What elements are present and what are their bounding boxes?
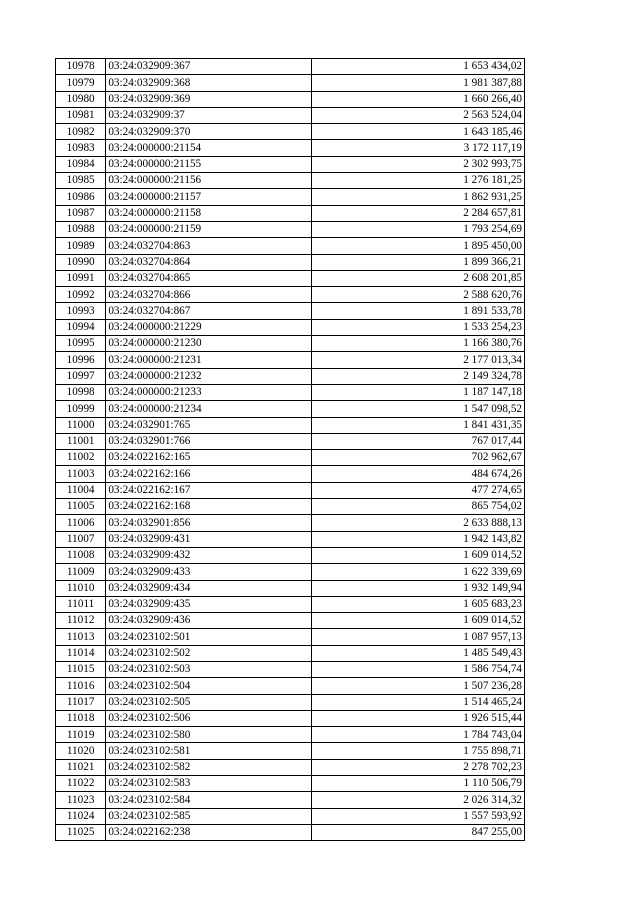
cadastral-value-cell: 1 891 533,78 (311, 303, 524, 319)
cadastral-value-cell: 2 302 993,75 (311, 156, 524, 172)
cadastral-number-cell: 03:24:000000:21234 (106, 401, 311, 417)
row-number-cell: 11007 (56, 531, 106, 547)
row-number-cell: 10987 (56, 205, 106, 221)
cadastral-number-cell: 03:24:032704:867 (106, 303, 311, 319)
cadastral-value-cell: 847 255,00 (311, 824, 524, 840)
row-number-cell: 10989 (56, 238, 106, 254)
cadastral-value-cell: 1 110 506,79 (311, 776, 524, 792)
table-row (56, 776, 525, 792)
cadastral-value-cell: 1 981 387,88 (311, 75, 524, 91)
row-number-cell: 11004 (56, 482, 106, 498)
table-row (56, 515, 525, 531)
table-row (56, 629, 525, 645)
table-row (56, 792, 525, 808)
cadastral-number-cell: 03:24:022162:165 (106, 450, 311, 466)
cadastral-number-cell: 03:24:032909:432 (106, 547, 311, 563)
cadastral-value-cell: 1 547 098,52 (311, 401, 524, 417)
table-row (56, 824, 525, 840)
cadastral-value-cell: 767 017,44 (311, 433, 524, 449)
row-number-cell: 11025 (56, 824, 106, 840)
table-row (56, 173, 525, 189)
cadastral-number-cell: 03:24:000000:21159 (106, 221, 311, 237)
cadastral-number-cell: 03:24:032901:856 (106, 515, 311, 531)
cadastral-number-cell: 03:24:000000:21157 (106, 189, 311, 205)
row-number-cell: 10979 (56, 75, 106, 91)
cadastral-number-cell: 03:24:023102:501 (106, 629, 311, 645)
cadastral-number-cell: 03:24:023102:504 (106, 678, 311, 694)
table-row (56, 661, 525, 677)
cadastral-number-cell: 03:24:023102:503 (106, 661, 311, 677)
table-row (56, 59, 525, 75)
table-row (56, 270, 525, 286)
cadastral-value-cell: 1 899 366,21 (311, 254, 524, 270)
cadastral-value-cell: 1 784 743,04 (311, 727, 524, 743)
cadastral-value-cell: 1 276 181,25 (311, 173, 524, 189)
row-number-cell: 10978 (56, 59, 106, 75)
table-row (56, 107, 525, 123)
table-row (56, 336, 525, 352)
cadastral-value-cell: 1 485 549,43 (311, 645, 524, 661)
cadastral-number-cell: 03:24:023102:583 (106, 776, 311, 792)
cadastral-value-cell: 1 514 465,24 (311, 694, 524, 710)
row-number-cell: 11019 (56, 727, 106, 743)
row-number-cell: 11015 (56, 661, 106, 677)
cadastral-value-cell: 1 586 754,74 (311, 661, 524, 677)
table-row (56, 368, 525, 384)
row-number-cell: 10990 (56, 254, 106, 270)
cadastral-value-cell: 1 187 147,18 (311, 384, 524, 400)
cadastral-number-cell: 03:24:032909:436 (106, 613, 311, 629)
cadastral-value-cell: 1 653 434,02 (311, 59, 524, 75)
row-number-cell: 11000 (56, 417, 106, 433)
cadastral-value-cell: 2 608 201,85 (311, 270, 524, 286)
cadastral-number-cell: 03:24:032909:433 (106, 564, 311, 580)
cadastral-number-cell: 03:24:000000:21233 (106, 384, 311, 400)
row-number-cell: 11012 (56, 613, 106, 629)
table-row (56, 156, 525, 172)
row-number-cell: 10982 (56, 124, 106, 140)
row-number-cell: 11024 (56, 808, 106, 824)
cadastral-number-cell: 03:24:032909:369 (106, 91, 311, 107)
cadastral-value-table (55, 58, 525, 841)
row-number-cell: 11005 (56, 499, 106, 515)
table-row (56, 205, 525, 221)
cadastral-value-cell: 2 563 524,04 (311, 107, 524, 123)
table-row (56, 613, 525, 629)
row-number-cell: 11010 (56, 580, 106, 596)
row-number-cell: 10991 (56, 270, 106, 286)
table-row (56, 531, 525, 547)
cadastral-number-cell: 03:24:000000:21156 (106, 173, 311, 189)
row-number-cell: 10998 (56, 384, 106, 400)
row-number-cell: 11023 (56, 792, 106, 808)
cadastral-value-cell: 1 609 014,52 (311, 547, 524, 563)
row-number-cell: 10997 (56, 368, 106, 384)
cadastral-number-cell: 03:24:032909:434 (106, 580, 311, 596)
cadastral-number-cell: 03:24:032909:37 (106, 107, 311, 123)
cadastral-number-cell: 03:24:032704:863 (106, 238, 311, 254)
cadastral-number-cell: 03:24:032901:766 (106, 433, 311, 449)
cadastral-number-cell: 03:24:022162:168 (106, 499, 311, 515)
cadastral-value-cell: 1 660 266,40 (311, 91, 524, 107)
table-row (56, 303, 525, 319)
cadastral-number-cell: 03:24:022162:238 (106, 824, 311, 840)
row-number-cell: 10984 (56, 156, 106, 172)
table-row (56, 727, 525, 743)
cadastral-number-cell: 03:24:000000:21155 (106, 156, 311, 172)
cadastral-value-cell: 1 793 254,69 (311, 221, 524, 237)
row-number-cell: 10996 (56, 352, 106, 368)
cadastral-value-cell: 2 026 314,32 (311, 792, 524, 808)
row-number-cell: 10985 (56, 173, 106, 189)
row-number-cell: 10986 (56, 189, 106, 205)
table-body (56, 59, 525, 841)
cadastral-value-cell: 2 284 657,81 (311, 205, 524, 221)
cadastral-value-cell: 2 588 620,76 (311, 287, 524, 303)
cadastral-value-cell: 1 942 143,82 (311, 531, 524, 547)
table-row (56, 808, 525, 824)
cadastral-value-cell: 2 633 888,13 (311, 515, 524, 531)
cadastral-value-cell: 1 895 450,00 (311, 238, 524, 254)
cadastral-number-cell: 03:24:023102:585 (106, 808, 311, 824)
cadastral-number-cell: 03:24:023102:582 (106, 759, 311, 775)
row-number-cell: 10994 (56, 319, 106, 335)
table-row (56, 694, 525, 710)
cadastral-number-cell: 03:24:023102:502 (106, 645, 311, 661)
cadastral-number-cell: 03:24:032909:431 (106, 531, 311, 547)
table-row (56, 759, 525, 775)
cadastral-number-cell: 03:24:000000:21158 (106, 205, 311, 221)
row-number-cell: 11009 (56, 564, 106, 580)
cadastral-number-cell: 03:24:032909:435 (106, 596, 311, 612)
table-row (56, 596, 525, 612)
cadastral-value-cell: 2 177 013,34 (311, 352, 524, 368)
table-row (56, 221, 525, 237)
row-number-cell: 11008 (56, 547, 106, 563)
table-row (56, 547, 525, 563)
cadastral-value-cell: 1 862 931,25 (311, 189, 524, 205)
cadastral-number-cell: 03:24:000000:21154 (106, 140, 311, 156)
cadastral-value-cell: 1 643 185,46 (311, 124, 524, 140)
table-row (56, 710, 525, 726)
row-number-cell: 11011 (56, 596, 106, 612)
table-row (56, 499, 525, 515)
table-row (56, 401, 525, 417)
cadastral-number-cell: 03:24:032909:370 (106, 124, 311, 140)
row-number-cell: 11022 (56, 776, 106, 792)
table-row (56, 433, 525, 449)
table-row (56, 189, 525, 205)
table-row (56, 352, 525, 368)
cadastral-value-cell: 2 149 324,78 (311, 368, 524, 384)
table-row (56, 287, 525, 303)
cadastral-number-cell: 03:24:032704:866 (106, 287, 311, 303)
row-number-cell: 10981 (56, 107, 106, 123)
table-row (56, 91, 525, 107)
table-row (56, 75, 525, 91)
table-row (56, 564, 525, 580)
cadastral-value-cell: 3 172 117,19 (311, 140, 524, 156)
table-row (56, 140, 525, 156)
cadastral-value-cell: 1 087 957,13 (311, 629, 524, 645)
cadastral-number-cell: 03:24:000000:21230 (106, 336, 311, 352)
table-row (56, 678, 525, 694)
cadastral-value-cell: 477 274,65 (311, 482, 524, 498)
cadastral-value-cell: 1 622 339,69 (311, 564, 524, 580)
cadastral-value-cell: 2 278 702,23 (311, 759, 524, 775)
row-number-cell: 10988 (56, 221, 106, 237)
cadastral-value-cell: 702 962,67 (311, 450, 524, 466)
cadastral-value-cell: 1 932 149,94 (311, 580, 524, 596)
table-row (56, 645, 525, 661)
row-number-cell: 11016 (56, 678, 106, 694)
row-number-cell: 10980 (56, 91, 106, 107)
cadastral-number-cell: 03:24:023102:584 (106, 792, 311, 808)
table-row (56, 238, 525, 254)
row-number-cell: 11002 (56, 450, 106, 466)
cadastral-value-cell: 1 605 683,23 (311, 596, 524, 612)
cadastral-number-cell: 03:24:000000:21229 (106, 319, 311, 335)
table-row (56, 319, 525, 335)
row-number-cell: 11006 (56, 515, 106, 531)
cadastral-value-cell: 1 533 254,23 (311, 319, 524, 335)
table-row (56, 254, 525, 270)
row-number-cell: 11017 (56, 694, 106, 710)
cadastral-number-cell: 03:24:032909:368 (106, 75, 311, 91)
cadastral-number-cell: 03:24:000000:21231 (106, 352, 311, 368)
table-row (56, 384, 525, 400)
cadastral-number-cell: 03:24:023102:581 (106, 743, 311, 759)
cadastral-number-cell: 03:24:032901:765 (106, 417, 311, 433)
table-row (56, 417, 525, 433)
row-number-cell: 10995 (56, 336, 106, 352)
row-number-cell: 10992 (56, 287, 106, 303)
cadastral-value-cell: 1 507 236,28 (311, 678, 524, 694)
cadastral-number-cell: 03:24:023102:580 (106, 727, 311, 743)
row-number-cell: 10993 (56, 303, 106, 319)
cadastral-number-cell: 03:24:032704:864 (106, 254, 311, 270)
row-number-cell: 11013 (56, 629, 106, 645)
cadastral-number-cell: 03:24:022162:166 (106, 466, 311, 482)
cadastral-value-cell: 1 557 593,92 (311, 808, 524, 824)
row-number-cell: 10983 (56, 140, 106, 156)
row-number-cell: 11020 (56, 743, 106, 759)
cadastral-value-cell: 1 841 431,35 (311, 417, 524, 433)
cadastral-number-cell: 03:24:032704:865 (106, 270, 311, 286)
table-row (56, 482, 525, 498)
row-number-cell: 11014 (56, 645, 106, 661)
cadastral-number-cell: 03:24:032909:367 (106, 59, 311, 75)
table-row (56, 580, 525, 596)
cadastral-number-cell: 03:24:023102:506 (106, 710, 311, 726)
table-row (56, 124, 525, 140)
table-row (56, 450, 525, 466)
row-number-cell: 11021 (56, 759, 106, 775)
cadastral-value-cell: 1 926 515,44 (311, 710, 524, 726)
cadastral-value-cell: 1 166 380,76 (311, 336, 524, 352)
row-number-cell: 11018 (56, 710, 106, 726)
row-number-cell: 11001 (56, 433, 106, 449)
cadastral-number-cell: 03:24:022162:167 (106, 482, 311, 498)
cadastral-value-cell: 865 754,02 (311, 499, 524, 515)
cadastral-number-cell: 03:24:000000:21232 (106, 368, 311, 384)
table-row (56, 743, 525, 759)
cadastral-number-cell: 03:24:023102:505 (106, 694, 311, 710)
cadastral-value-cell: 1 609 014,52 (311, 613, 524, 629)
cadastral-value-cell: 1 755 898,71 (311, 743, 524, 759)
cadastral-value-cell: 484 674,26 (311, 466, 524, 482)
table-row (56, 466, 525, 482)
row-number-cell: 11003 (56, 466, 106, 482)
row-number-cell: 10999 (56, 401, 106, 417)
